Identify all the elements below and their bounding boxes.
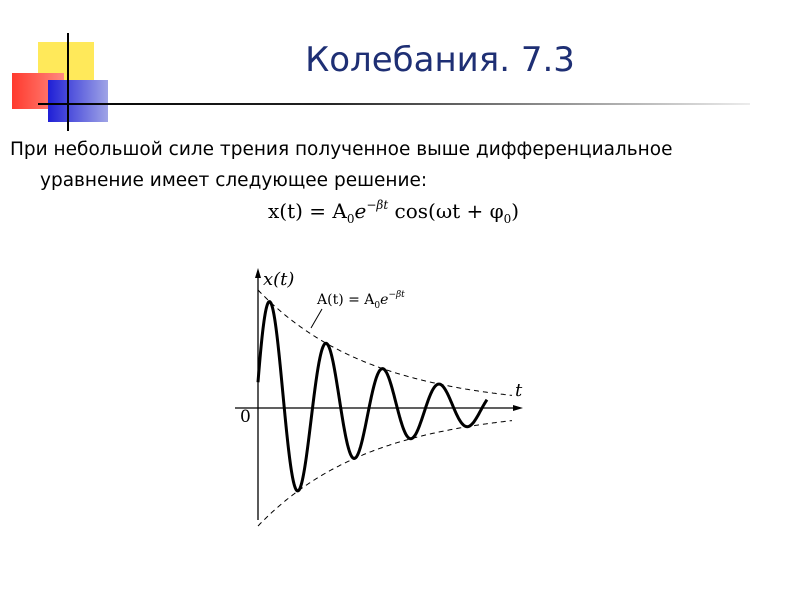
envelope-label-text: A(t) = A bbox=[317, 292, 375, 308]
damped-oscillation-curve bbox=[258, 302, 487, 491]
damped-oscillation-formula bbox=[268, 198, 519, 226]
body-line-1: При небольшой силе трения полученное выше дифференциальное bbox=[10, 139, 673, 160]
formula-close: ) bbox=[511, 199, 520, 223]
envelope-label-subscript: 0 bbox=[374, 301, 381, 311]
decor-blue-square bbox=[48, 80, 108, 122]
envelope-label bbox=[316, 290, 405, 311]
body-line-2: уравнение имеет следующее решение: bbox=[40, 170, 428, 191]
envelope-label-exponent: −βt bbox=[388, 290, 405, 300]
damped-oscillation-graph bbox=[225, 262, 535, 527]
envelope-lower bbox=[258, 421, 512, 526]
formula-exp-base: e bbox=[354, 199, 367, 223]
formula-a-subscript: 0 bbox=[346, 212, 355, 226]
formula-phi-subscript: 0 bbox=[503, 212, 512, 226]
y-axis-label: x(t) bbox=[263, 269, 295, 290]
slide-title: Колебания. 7.3 bbox=[305, 40, 575, 80]
slide-body bbox=[10, 134, 770, 196]
y-axis-arrow bbox=[255, 268, 261, 278]
title-underline bbox=[38, 103, 750, 105]
x-axis-label: t bbox=[515, 380, 523, 401]
origin-label: 0 bbox=[240, 407, 251, 427]
formula-cos: cos(ωt + φ bbox=[388, 199, 504, 223]
formula-exponent: −βt bbox=[366, 198, 389, 212]
x-axis-arrow bbox=[513, 405, 523, 411]
envelope-label-e: e bbox=[380, 292, 389, 308]
formula-lhs: x(t) = A bbox=[268, 199, 347, 223]
envelope-label-pointer bbox=[311, 309, 322, 328]
